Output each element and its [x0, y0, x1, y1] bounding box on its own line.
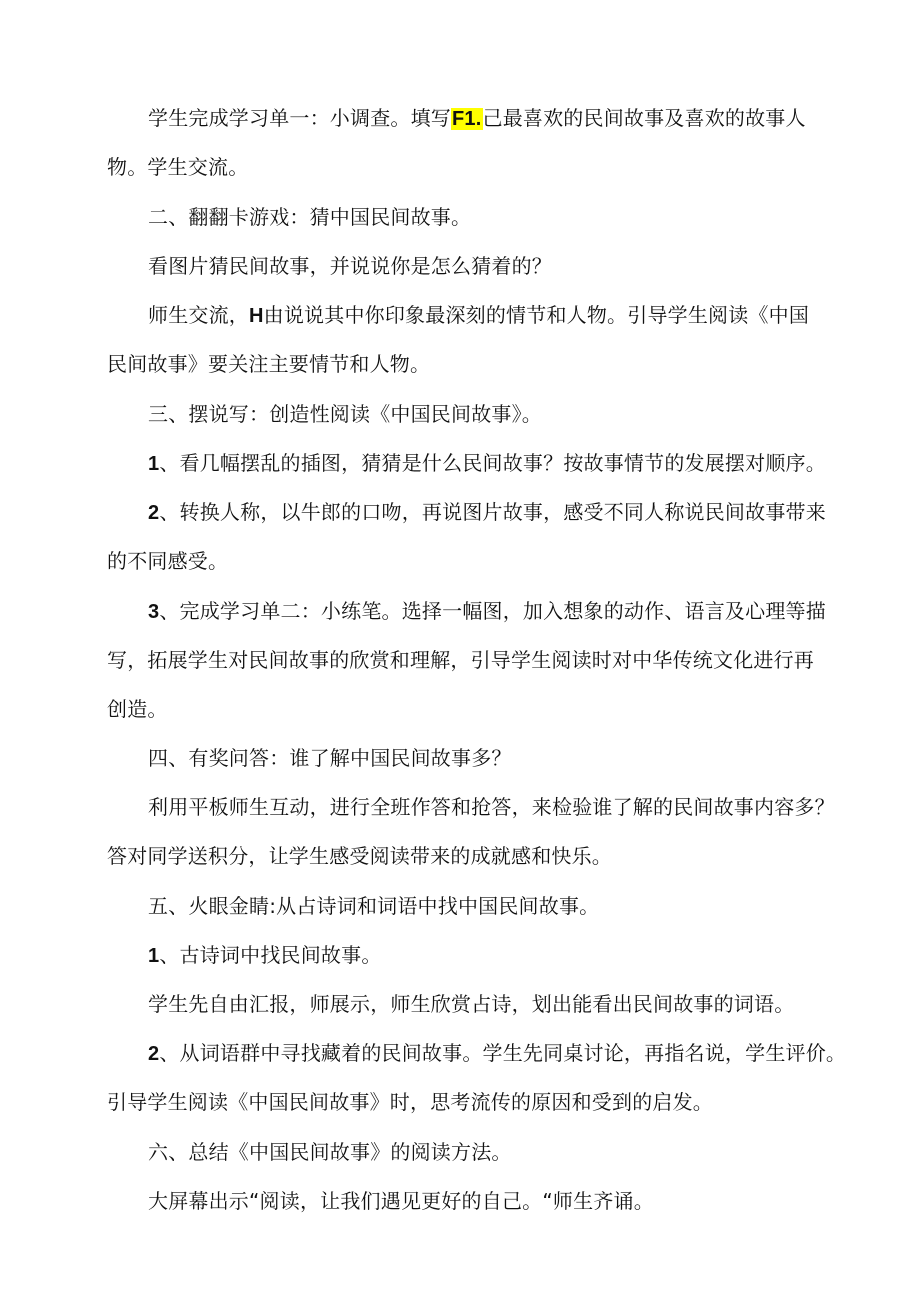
section-heading-6: 六、总结《中国民间故事》的阅读方法。: [148, 1140, 512, 1164]
paragraph-survey-line2: 物。学生交流。: [107, 155, 249, 179]
paragraph-exchange-line1: [148, 301, 809, 330]
paragraph-tablet-line2: 答对同学送积分，让学生感受阅读带来的成就感和快乐。: [107, 844, 612, 868]
list-item-poems: [148, 941, 382, 970]
section-heading-4: 四、有奖问答：谁了解中国民间故事多？: [148, 746, 512, 770]
paragraph-exchange-line2: 民间故事》要关注主要情节和人物。: [107, 352, 431, 376]
list-item-words-line1: [148, 1039, 846, 1068]
section-heading-3: 三、摆说写：创造性阅读《中国民间故事》。: [148, 402, 542, 426]
paragraph-guess-pictures: 看图片猜民间故事，并说说你是怎么猜着的？: [148, 254, 552, 278]
paragraph-tablet-line1: 利用平板师生互动，进行全班作答和抢答，来检验谁了解的民间故事内容多？: [148, 795, 835, 819]
list-item-text: 、古诗词中找民间故事。: [159, 943, 382, 967]
list-item-number: 3: [148, 601, 160, 623]
list-item-number: 2: [148, 502, 160, 524]
list-item-text: 、转换人称，以牛郎的口吻，再说图片故事，感受不同人称说民间故事带来: [159, 500, 826, 524]
survey-text-start: 学生完成学习单一：小调查。填写: [148, 106, 451, 130]
exchange-text-end: 由说说其中你印象最深刻的情节和人物。引导学生阅读《中国: [263, 303, 810, 327]
list-item-text: 、完成学习单二：小练笔。选择一幅图，加入想象的动作、语言及心理等描: [159, 599, 826, 623]
survey-text-end: 己最喜欢的民间故事及喜欢的故事人: [482, 106, 806, 130]
paragraph-big-screen: 大屏幕出示“阅读，让我们遇见更好的自己。“师生齐诵。: [148, 1189, 654, 1213]
list-item-3-line2: 写，拓展学生对民间故事的欣赏和理解，引导学生阅读时对中华传统文化进行再: [107, 648, 814, 672]
list-item-3-line1: [148, 597, 826, 626]
list-item-words-line2: 引导学生阅读《中国民间故事》时，思考流传的原因和受到的启发。: [107, 1090, 713, 1114]
section-heading-5: 五、火眼金睛:从占诗词和词语中找中国民间故事。: [148, 894, 600, 918]
section-heading-2: 二、翻翻卡游戏：猜中国民间故事。: [148, 205, 472, 229]
list-item-number: 1: [148, 945, 160, 967]
list-item-number: 2: [148, 1043, 160, 1065]
list-item-text: 、看几幅摆乱的插图，猜猜是什么民间故事？按故事情节的发展摆对顺序。: [159, 451, 826, 475]
paragraph-survey-line1: [148, 104, 806, 133]
list-item-2-line1: [148, 498, 826, 527]
list-item-number: 1: [148, 453, 160, 475]
list-item-1: [148, 449, 826, 478]
list-item-text: 、从词语群中寻找藏着的民间故事。学生先同桌讨论，再指名说，学生评价。: [159, 1041, 847, 1065]
list-item-3-line3: 创造。: [107, 697, 168, 721]
exchange-mark: H: [249, 305, 264, 327]
list-item-2-line2: 的不同感受。: [107, 549, 229, 573]
exchange-text-start: 师生交流，: [148, 303, 249, 327]
paragraph-report: 学生先自由汇报，师展示，师生欣赏占诗，划出能看出民间故事的词语。: [148, 992, 795, 1016]
highlighted-fragment: F1.: [452, 108, 482, 130]
